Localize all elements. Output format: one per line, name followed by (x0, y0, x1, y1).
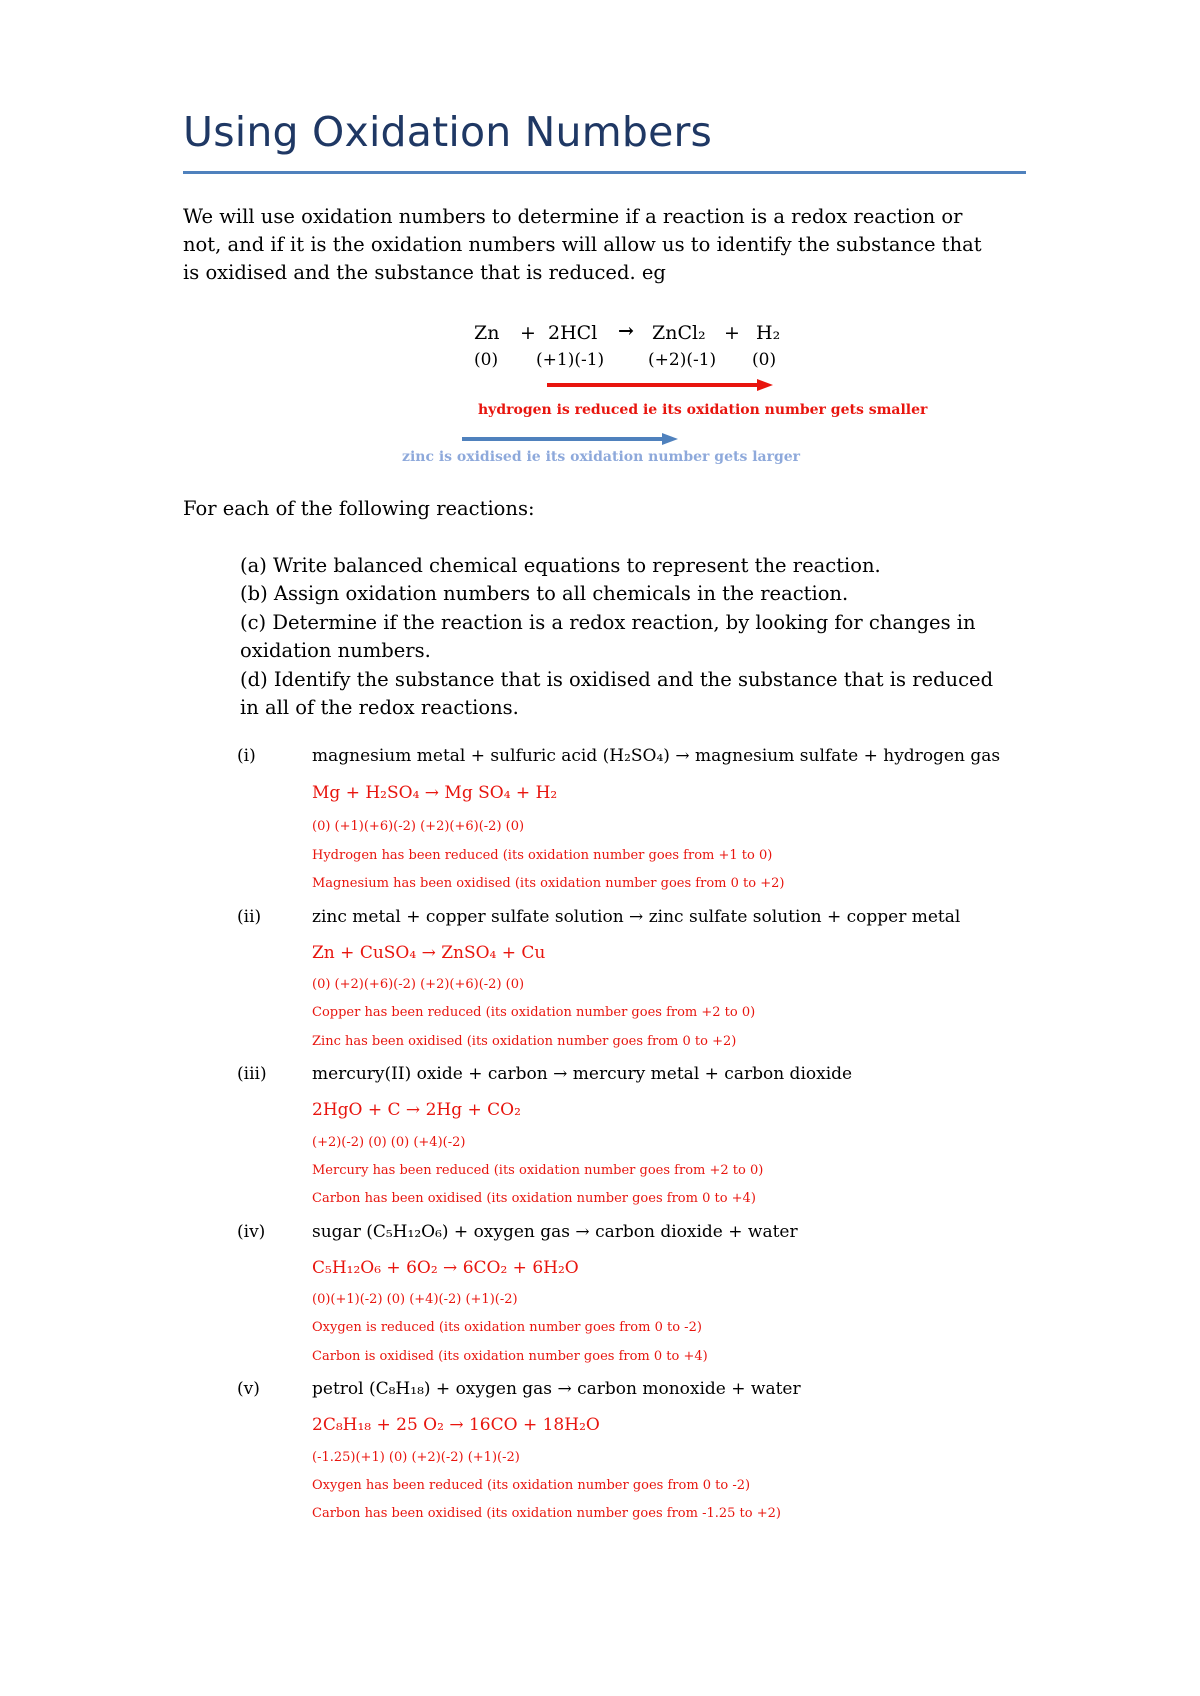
instruction-d: (d) Identify the substance that is oxidised and the substance that is reduced (240, 668, 994, 691)
reduced-note: Hydrogen has been reduced (its oxidation number goes from +1 to 0) (312, 848, 773, 863)
reduced-note: Oxygen is reduced (its oxidation number goes from 0 to -2) (312, 1320, 702, 1335)
reduced-note: Copper has been reduced (its oxidation number goes from +2 to 0) (312, 1005, 756, 1020)
word-equation: sugar (C₅H₁₂O₆) + oxygen gas → carbon dioxide + water (312, 1222, 798, 1242)
balanced-equation: 2HgO + C → 2Hg + CO₂ (312, 1100, 521, 1120)
eq-plus-2: + (724, 322, 740, 344)
intro-line-1: We will use oxidation numbers to determine if a reaction is a redox reaction or (183, 205, 963, 228)
ox-zncl2: (+2)(-1) (648, 350, 717, 370)
eq-h2: H₂ (756, 322, 781, 344)
balanced-equation: Zn + CuSO₄ → ZnSO₄ + Cu (312, 943, 546, 963)
balanced-equation: 2C₈H₁₈ + 25 O₂ → 16CO + 18H₂O (312, 1415, 600, 1435)
balanced-equation: Mg + H₂SO₄ → Mg SO₄ + H₂ (312, 783, 558, 803)
oxidised-note: Magnesium has been oxidised (its oxidation number goes from 0 to +2) (312, 876, 785, 891)
balanced-equation: C₅H₁₂O₆ + 6O₂ → 6CO₂ + 6H₂O (312, 1258, 579, 1278)
instruction-d-cont: in all of the redox reactions. (240, 696, 519, 719)
reduction-arrow (545, 378, 775, 392)
intro-line-2: not, and if it is the oxidation numbers will allow us to identify the substance that (183, 233, 982, 256)
oxidation-arrow (460, 432, 680, 446)
oxidised-note: Carbon has been oxidised (its oxidation number goes from -1.25 to +2) (312, 1506, 781, 1521)
eq-zn: Zn (474, 322, 500, 344)
eq-hcl: 2HCl (548, 322, 598, 344)
word-equation: magnesium metal + sulfuric acid (H₂SO₄) → magnesium sulfate + hydrogen gas (312, 746, 1001, 766)
oxidised-note: Carbon has been oxidised (its oxidation number goes from 0 to +4) (312, 1191, 756, 1206)
reduction-note: hydrogen is reduced ie its oxidation number gets smaller (478, 402, 928, 418)
word-equation: zinc metal + copper sulfate solution → zinc sulfate solution + copper metal (312, 907, 961, 927)
reaction-numeral: (iv) (237, 1222, 266, 1242)
oxidation-numbers: (0)(+1)(-2) (0) (+4)(-2) (+1)(-2) (312, 1292, 518, 1307)
oxidation-note: zinc is oxidised ie its oxidation number gets larger (402, 449, 801, 465)
ox-h2: (0) (752, 350, 777, 370)
reaction-numeral: (i) (237, 746, 256, 766)
instructions-lead: For each of the following reactions: (183, 497, 535, 520)
oxidation-numbers: (+2)(-2) (0) (0) (+4)(-2) (312, 1135, 466, 1150)
reduced-note: Mercury has been reduced (its oxidation number goes from +2 to 0) (312, 1163, 764, 1178)
reduced-note: Oxygen has been reduced (its oxidation number goes from 0 to -2) (312, 1478, 751, 1493)
ox-hcl: (+1)(-1) (536, 350, 605, 370)
oxidation-numbers: (0) (+1)(+6)(-2) (+2)(+6)(-2) (0) (312, 819, 525, 834)
reaction-numeral: (ii) (237, 907, 262, 927)
reaction-numeral: (v) (237, 1379, 260, 1399)
ox-zn: (0) (474, 350, 499, 370)
oxidation-numbers: (0) (+2)(+6)(-2) (+2)(+6)(-2) (0) (312, 977, 525, 992)
word-equation: mercury(II) oxide + carbon → mercury metal + carbon dioxide (312, 1064, 853, 1084)
oxidation-numbers: (-1.25)(+1) (0) (+2)(-2) (+1)(-2) (312, 1450, 520, 1465)
eq-zncl2: ZnCl₂ (652, 322, 706, 344)
eq-plus-1: + (520, 322, 536, 344)
word-equation: petrol (C₈H₁₈) + oxygen gas → carbon monoxide + water (312, 1379, 801, 1399)
eq-arrow: → (618, 320, 634, 342)
title-underline (183, 171, 1026, 174)
instruction-a: (a) Write balanced chemical equations to represent the reaction. (240, 554, 881, 577)
oxidised-note: Zinc has been oxidised (its oxidation number goes from 0 to +2) (312, 1034, 737, 1049)
reaction-numeral: (iii) (237, 1064, 267, 1084)
instruction-c-cont: oxidation numbers. (240, 639, 431, 662)
instruction-b: (b) Assign oxidation numbers to all chemicals in the reaction. (240, 582, 849, 605)
intro-line-3: is oxidised and the substance that is reduced. eg (183, 261, 666, 284)
instruction-c: (c) Determine if the reaction is a redox reaction, by looking for changes in (240, 611, 976, 634)
page-title: Using Oxidation Numbers (183, 108, 713, 156)
oxidised-note: Carbon is oxidised (its oxidation number goes from 0 to +4) (312, 1349, 708, 1364)
